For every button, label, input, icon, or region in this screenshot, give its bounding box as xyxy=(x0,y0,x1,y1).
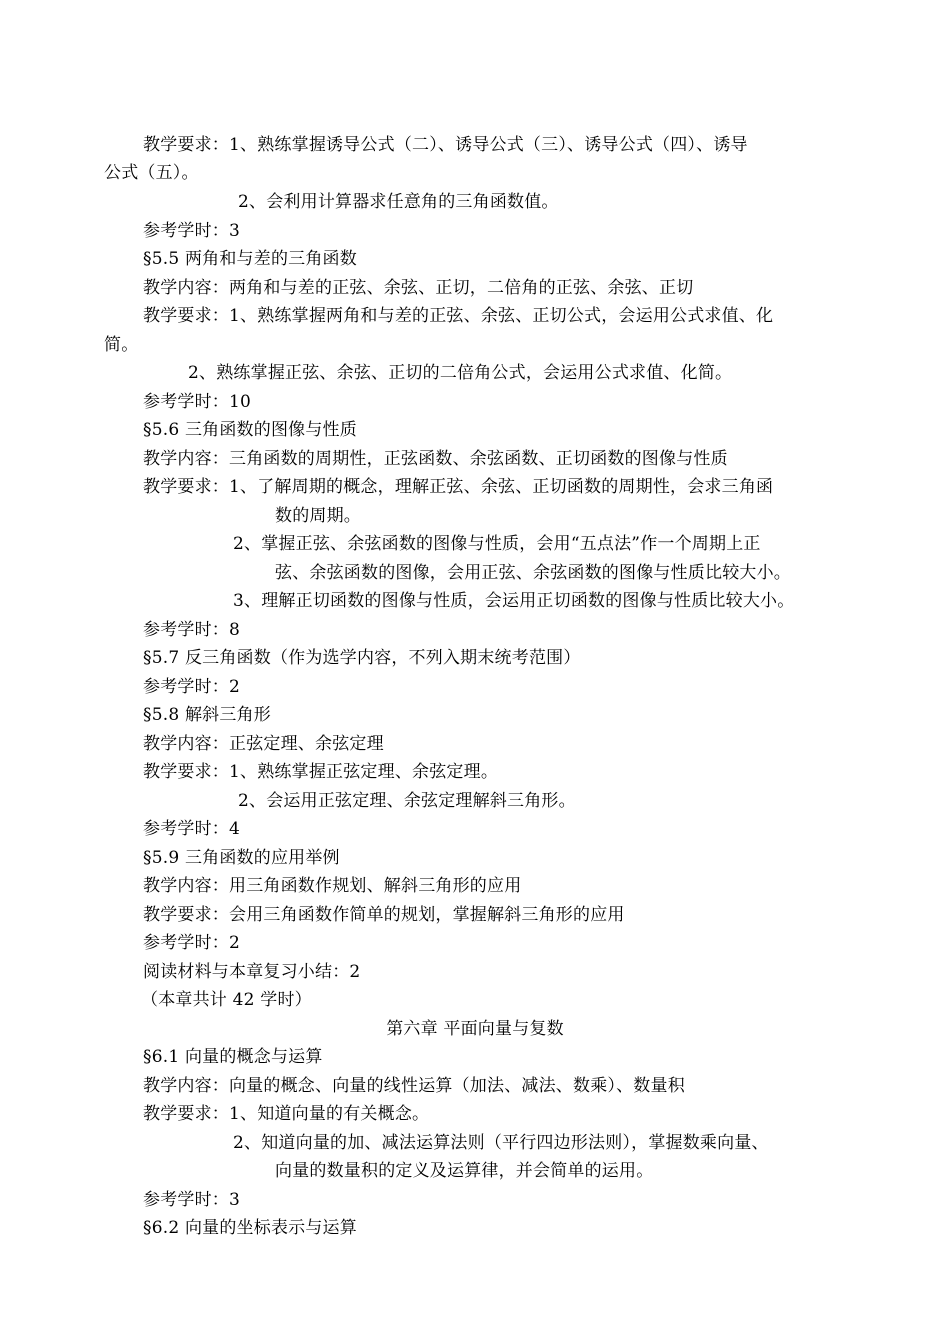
text-line: 2、会运用正弦定理、余弦定理解斜三角形。 xyxy=(238,791,576,811)
section-heading: §5.8 解斜三角形 xyxy=(143,705,271,725)
section-heading: §5.9 三角函数的应用举例 xyxy=(143,848,340,868)
text-line: 参考学时：3 xyxy=(143,221,241,241)
text-line: 2、掌握正弦、余弦函数的图像与性质，会用“五点法”作一个周期上正 xyxy=(233,534,761,554)
text-line: 2、熟练掌握正弦、余弦、正切的二倍角公式，会运用公式求值、化简。 xyxy=(188,363,733,383)
text-line: 参考学时：3 xyxy=(143,1190,241,1210)
section-heading: §5.5 两角和与差的三角函数 xyxy=(143,249,357,269)
text-line: 2、会利用计算器求任意角的三角函数值。 xyxy=(238,192,559,212)
text-line: 公式（五）。 xyxy=(104,163,199,183)
text-line: 教学要求：1、熟练掌握正弦定理、余弦定理。 xyxy=(143,762,499,782)
text-line: 3、理解正切函数的图像与性质，会运用正切函数的图像与性质比较大小。 xyxy=(233,591,795,611)
text-line: 教学要求：1、了解周期的概念，理解正弦、余弦、正切函数的周期性，会求三角函 xyxy=(143,477,774,497)
text-line: 教学内容：正弦定理、余弦定理 xyxy=(143,734,384,754)
section-heading: §6.2 向量的坐标表示与运算 xyxy=(143,1218,357,1238)
text-line: 弦、余弦函数的图像，会用正弦、余弦函数的图像与性质比较大小。 xyxy=(275,563,791,583)
text-line: 参考学时：8 xyxy=(143,620,241,640)
text-line: 参考学时：4 xyxy=(143,819,241,839)
text-line: （本章共计 42 学时） xyxy=(141,990,312,1010)
text-line: 简。 xyxy=(104,335,139,355)
text-line: 教学内容：三角函数的周期性，正弦函数、余弦函数、正切函数的图像与性质 xyxy=(143,449,728,469)
section-heading: §5.7 反三角函数（作为选学内容，不列入期末统考范围） xyxy=(143,648,581,668)
text-line: 教学内容：两角和与差的正弦、余弦、正切，二倍角的正弦、余弦、正切 xyxy=(143,278,694,298)
text-line: 教学要求：会用三角函数作简单的规划，掌握解斜三角形的应用 xyxy=(143,905,625,925)
text-line: 阅读材料与本章复习小结：2 xyxy=(143,962,361,982)
text-line: 参考学时：2 xyxy=(143,933,241,953)
text-line: 教学要求：1、熟练掌握诱导公式（二）、诱导公式（三）、诱导公式（四）、诱导 xyxy=(143,135,748,155)
text-line: 教学内容：用三角函数作规划、解斜三角形的应用 xyxy=(143,876,522,896)
text-line: 参考学时：10 xyxy=(143,392,252,412)
section-heading: §5.6 三角函数的图像与性质 xyxy=(143,420,357,440)
text-line: 数的周期。 xyxy=(275,506,361,526)
chapter-title: 第六章 平面向量与复数 xyxy=(386,1019,564,1039)
section-heading: §6.1 向量的概念与运算 xyxy=(143,1047,323,1067)
text-line: 教学内容：向量的概念、向量的线性运算（加法、减法、数乘）、数量积 xyxy=(143,1076,685,1096)
text-line: 教学要求：1、熟练掌握两角和与差的正弦、余弦、正切公式，会运用公式求值、化 xyxy=(143,306,774,326)
text-line: 教学要求：1、知道向量的有关概念。 xyxy=(143,1104,430,1124)
text-line: 向量的数量积的定义及运算律，并会简单的运用。 xyxy=(275,1161,654,1181)
text-line: 参考学时：2 xyxy=(143,677,241,697)
text-line: 2、知道向量的加、减法运算法则（平行四边形法则），掌握数乘向量、 xyxy=(233,1133,769,1153)
